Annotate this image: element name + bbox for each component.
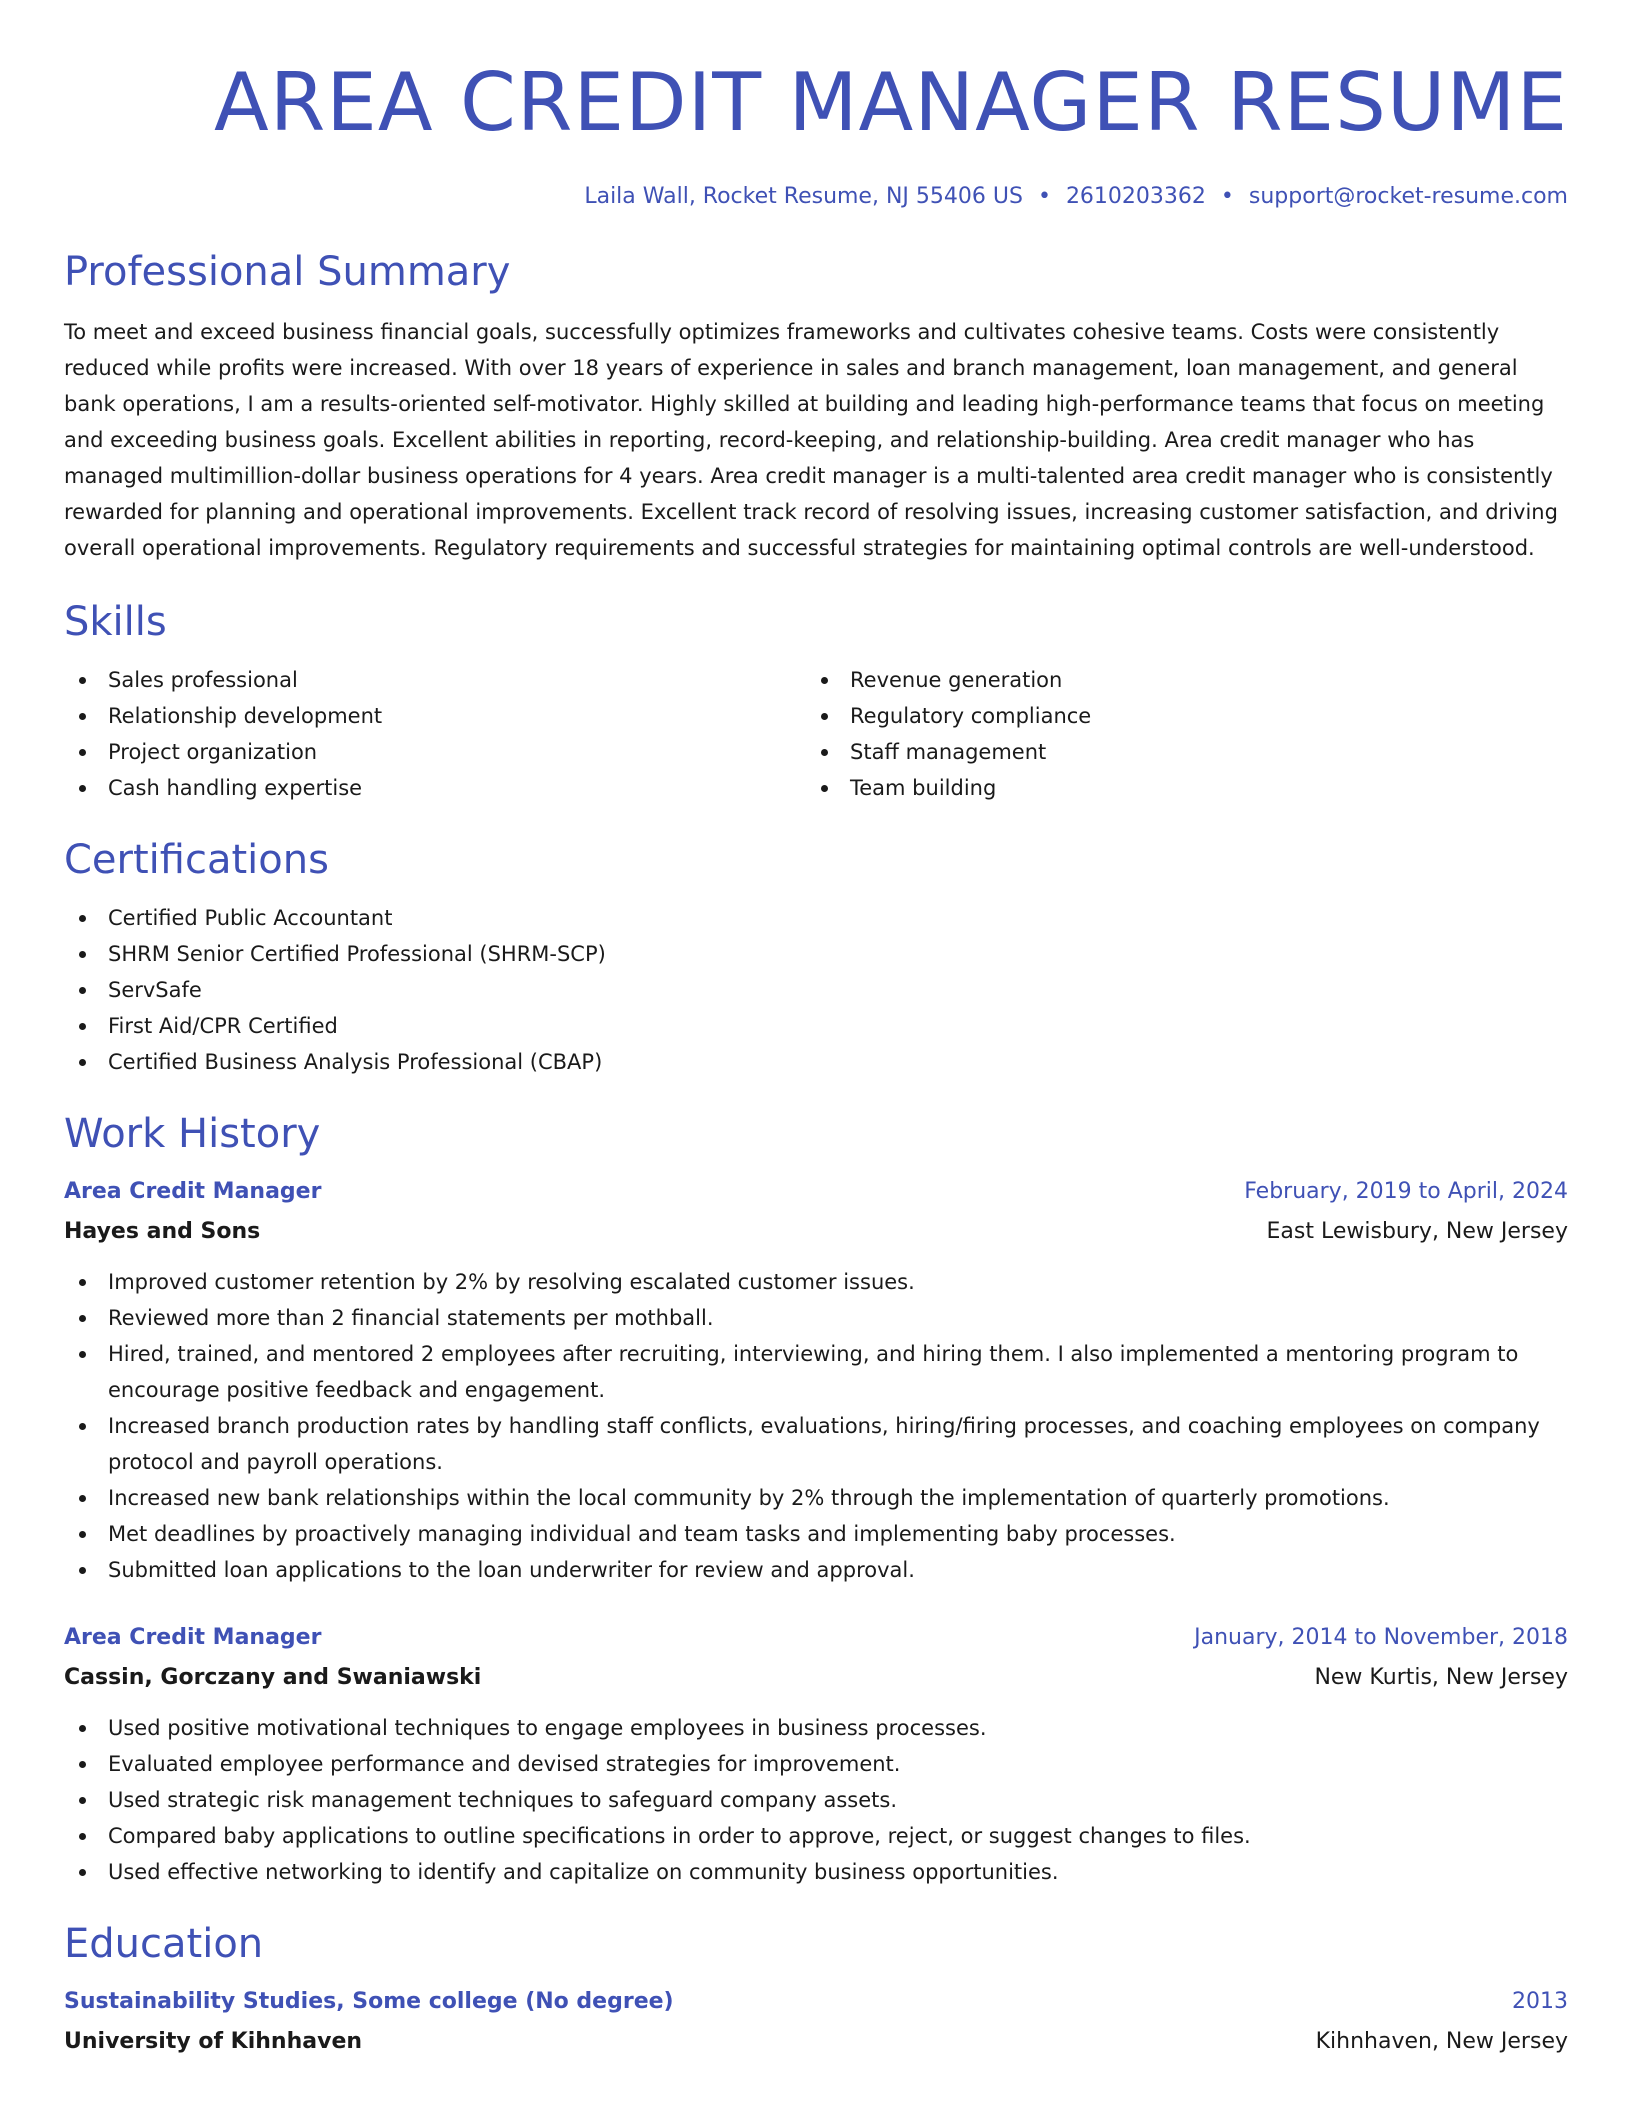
- skill-item: Regulatory compliance: [806, 698, 1548, 734]
- job-bullets: [64, 1710, 1568, 1890]
- job-bullet: Improved customer retention by 2% by resolving escalated customer issues.: [64, 1264, 1568, 1300]
- skills-heading: Skills: [64, 599, 167, 645]
- job-title: Area Credit Manager: [64, 1179, 322, 1204]
- education-entry: [64, 1982, 1568, 2062]
- contact-email: support@rocket-resume.com: [1248, 184, 1568, 209]
- certification-item: Certified Public Accountant: [64, 900, 1568, 936]
- education-year: 2013: [1512, 1989, 1568, 2014]
- education-school-row: [64, 2022, 1568, 2062]
- job-bullet: Compared baby applications to outline specifications in order to approve, reject, or suggest changes to files.: [64, 1818, 1568, 1854]
- education-school: University of Kihnhaven: [64, 2029, 363, 2054]
- job-title: Area Credit Manager: [64, 1625, 322, 1650]
- job-bullet: Used effective networking to identify and capitalize on community business opportunities.: [64, 1854, 1568, 1890]
- work-history-section: [64, 1110, 1568, 1890]
- job-employer-row: [64, 1658, 1568, 1698]
- skill-item: Staff management: [806, 734, 1548, 770]
- contact-separator: •: [1220, 184, 1234, 209]
- skill-item: Sales professional: [64, 662, 806, 698]
- job-bullet: Submitted loan applications to the loan underwriter for review and approval.: [64, 1552, 1568, 1588]
- certifications-section: [64, 836, 1568, 1080]
- skill-item: Project organization: [64, 734, 806, 770]
- contact-separator: •: [1037, 184, 1051, 209]
- education-section: [64, 1920, 1568, 2062]
- education-header-row: [64, 1982, 1568, 2022]
- certifications-list: [64, 900, 1568, 1080]
- skills-list-left: [64, 662, 806, 806]
- job-location: East Lewisbury, New Jersey: [1266, 1219, 1568, 1244]
- work-history-heading: Work History: [64, 1111, 321, 1157]
- job-bullet: Hired, trained, and mentored 2 employees after recruiting, interviewing, and hiring them. I also implemented a mentoring program to encourage positive feedback and engagement.: [64, 1336, 1568, 1408]
- resume-page: [64, 48, 1568, 2062]
- job-location: New Kurtis, New Jersey: [1314, 1665, 1568, 1690]
- job-employer: Cassin, Gorczany and Swaniawski: [64, 1665, 482, 1690]
- certification-item: Certified Business Analysis Professional (CBAP): [64, 1044, 1568, 1080]
- certifications-heading: Certifications: [64, 837, 329, 883]
- summary-heading: Professional Summary: [64, 249, 511, 295]
- job-header-row: [64, 1618, 1568, 1658]
- job-entry: [64, 1618, 1568, 1890]
- certification-item: ServSafe: [64, 972, 1568, 1008]
- education-location: Kihnhaven, New Jersey: [1315, 2029, 1568, 2054]
- contact-name-address: Laila Wall, Rocket Resume, NJ 55406 US: [584, 184, 1023, 209]
- education-heading: Education: [64, 1921, 264, 1967]
- education-degree: Sustainability Studies, Some college (No degree): [64, 1989, 674, 2014]
- job-bullet: Increased new bank relationships within the local community by 2% through the implementation of quarterly promotions.: [64, 1480, 1568, 1516]
- job-employer: Hayes and Sons: [64, 1219, 261, 1244]
- job-bullet: Used strategic risk management techniques to safeguard company assets.: [64, 1782, 1568, 1818]
- certification-item: First Aid/CPR Certified: [64, 1008, 1568, 1044]
- skills-section: [64, 598, 1568, 806]
- job-dates: February, 2019 to April, 2024: [1244, 1179, 1568, 1204]
- skill-item: Team building: [806, 770, 1548, 806]
- job-bullet: Evaluated employee performance and devised strategies for improvement.: [64, 1746, 1568, 1782]
- job-bullet: Met deadlines by proactively managing individual and team tasks and implementing baby processes.: [64, 1516, 1568, 1552]
- certification-item: SHRM Senior Certified Professional (SHRM-SCP): [64, 936, 1568, 972]
- skill-item: Cash handling expertise: [64, 770, 806, 806]
- job-bullets: [64, 1264, 1568, 1588]
- job-entry: [64, 1172, 1568, 1588]
- contact-line: [64, 182, 1568, 212]
- job-employer-row: [64, 1212, 1568, 1252]
- job-bullet: Used positive motivational techniques to engage employees in business processes.: [64, 1710, 1568, 1746]
- resume-title: AREA CREDIT MANAGER RESUME: [213, 56, 1568, 149]
- skills-grid: [64, 662, 1568, 806]
- skill-item: Relationship development: [64, 698, 806, 734]
- job-dates: January, 2014 to November, 2018: [1194, 1625, 1568, 1650]
- skills-list-right: [806, 662, 1548, 806]
- contact-phone: 2610203362: [1065, 184, 1206, 209]
- skill-item: Revenue generation: [806, 662, 1548, 698]
- job-header-row: [64, 1172, 1568, 1212]
- job-bullet: Reviewed more than 2 financial statements per mothball.: [64, 1300, 1568, 1336]
- summary-text: To meet and exceed business financial goals, successfully optimizes frameworks and cultivates cohesive teams. Costs were consistently reduced while profits were increased. With over 18 years of experience in sales and branch management, loan management, and general bank operations, I am a results-oriented self-motivator. Highly skilled at building and leading high-performance teams that focus on meeting and exceeding business goals. Excellent abilities in reporting, record-keeping, and relationship-building. Area credit manager who has managed multimillion-dollar business operations for 4 years. Area credit manager is a multi-talented area credit manager who is consistently rewarded for planning and operational improvements. Excellent track record of resolving issues, increasing customer satisfaction, and driving overall operational improvements. Regulatory requirements and successful strategies for maintaining optimal controls are well-understood.: [64, 320, 1558, 560]
- summary-section: [64, 248, 1568, 566]
- job-bullet: Increased branch production rates by handling staff conflicts, evaluations, hiring/firing processes, and coaching employees on company protocol and payroll operations.: [64, 1408, 1568, 1480]
